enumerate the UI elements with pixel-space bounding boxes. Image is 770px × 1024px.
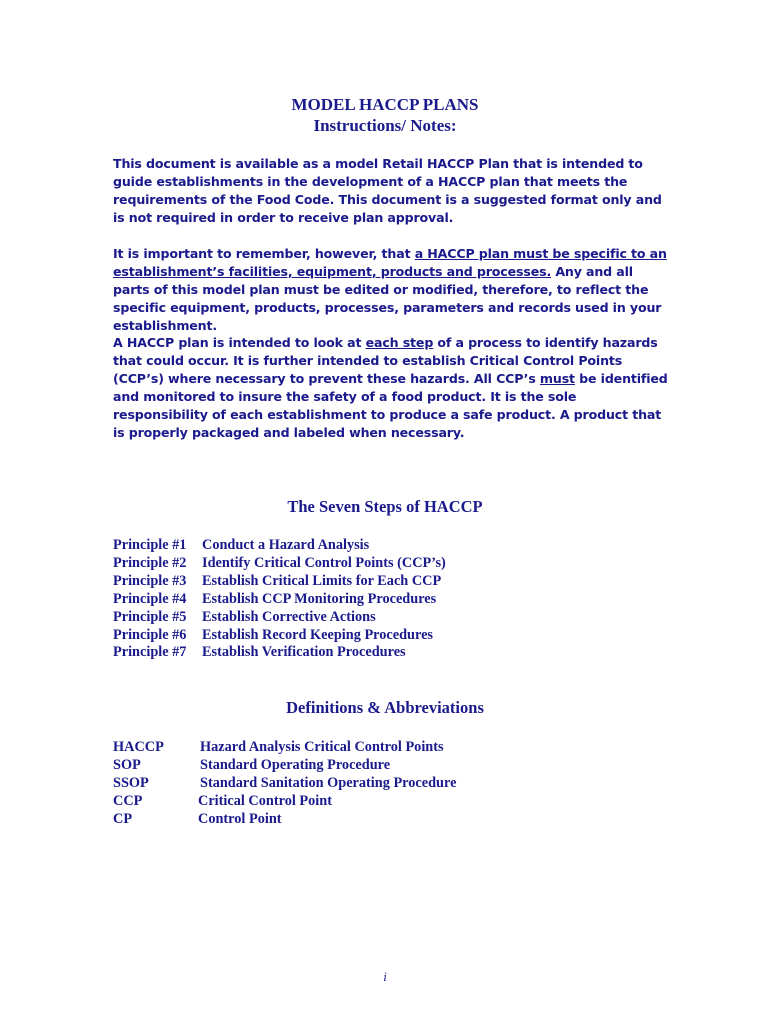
list-item — [113, 793, 456, 811]
list-item — [113, 644, 446, 662]
paragraph-text: be identified and monitored to insure the safety of a food product. It is the sole responsibility of each establishment to produce a safe product. A product that is properly packaged and labeled when necessary. — [113, 371, 668, 440]
underlined-emphasis: must — [539, 371, 575, 386]
principle-text: Establish Verification Procedures — [202, 644, 406, 661]
principle-text: Conduct a Hazard Analysis — [202, 537, 370, 553]
page-number: i — [383, 969, 387, 984]
abbreviation: SSOP — [113, 774, 149, 791]
document-subtitle: Instructions/ Notes: — [313, 116, 457, 135]
abbreviation: SOP — [113, 756, 141, 773]
document-title: MODEL HACCP PLANS — [291, 95, 479, 114]
principle-label: Principle #3 — [113, 572, 187, 589]
principle-text: Establish Critical Limits for Each CCP — [202, 572, 442, 589]
list-item — [113, 811, 456, 829]
principle-label: Principle #1 — [113, 537, 187, 553]
abbreviation-meaning: Standard Sanitation Operating Procedure — [200, 774, 457, 791]
paragraph-text: A HACCP plan is intended to look at — [113, 335, 366, 350]
abbreviation: CCP — [113, 792, 143, 809]
paragraph-text: of a process to identify hazards that could occur. It is further intended to establish Critical Control Points (CCP’s) where necessary to prevent these hazards. All CCP’s — [113, 335, 658, 386]
haccp-purpose-paragraph — [113, 334, 673, 442]
abbreviation-meaning: Critical Control Point — [198, 792, 332, 809]
principle-text: Establish CCP Monitoring Procedures — [202, 590, 437, 607]
abbreviation-meaning: Standard Operating Procedure — [200, 756, 391, 773]
list-item — [113, 609, 446, 627]
principles-list — [113, 537, 446, 662]
underlined-emphasis: each step — [365, 335, 434, 350]
abbreviation: CP — [113, 810, 133, 827]
principle-label: Principle #4 — [113, 590, 187, 607]
list-item — [113, 775, 456, 793]
principle-label: Principle #5 — [113, 608, 187, 625]
abbreviations-list — [113, 739, 456, 829]
paragraph-text: Any and all parts of this model plan must be edited or modified, therefore, to reflect the specific equipment, products, processes, parameters and records used in your establishment. — [113, 264, 662, 333]
list-item — [113, 757, 456, 775]
paragraph-text: It is important to remember, however, that — [113, 246, 415, 261]
principle-label: Principle #6 — [113, 626, 187, 643]
underlined-emphasis: a HACCP plan must be specific to an establishment’s facilities, equipment, products and processes. — [113, 246, 667, 279]
abbreviation-meaning: Hazard Analysis Critical Control Points — [200, 739, 444, 755]
specific-plan-paragraph — [113, 245, 673, 335]
list-item — [113, 739, 456, 757]
definitions-heading: Definitions & Abbreviations — [286, 698, 484, 717]
abbreviation: HACCP — [113, 739, 164, 755]
principle-text: Establish Corrective Actions — [202, 608, 376, 625]
list-item — [113, 555, 446, 573]
intro-paragraph: This document is available as a model Retail HACCP Plan that is intended to guide establishments in the development of a HACCP plan that meets the requirements of the Food Code. This document is a suggested format only and is not required in order to receive plan approval. — [113, 156, 662, 225]
seven-steps-heading: The Seven Steps of HACCP — [287, 497, 483, 516]
list-item — [113, 591, 446, 609]
principle-label: Principle #2 — [113, 554, 187, 571]
list-item — [113, 627, 446, 645]
principle-label: Principle #7 — [113, 644, 187, 661]
abbreviation-meaning: Control Point — [198, 810, 282, 827]
principle-text: Establish Record Keeping Procedures — [202, 626, 433, 643]
principle-text: Identify Critical Control Points (CCP’s) — [202, 554, 446, 571]
list-item — [113, 573, 446, 591]
list-item — [113, 537, 446, 555]
